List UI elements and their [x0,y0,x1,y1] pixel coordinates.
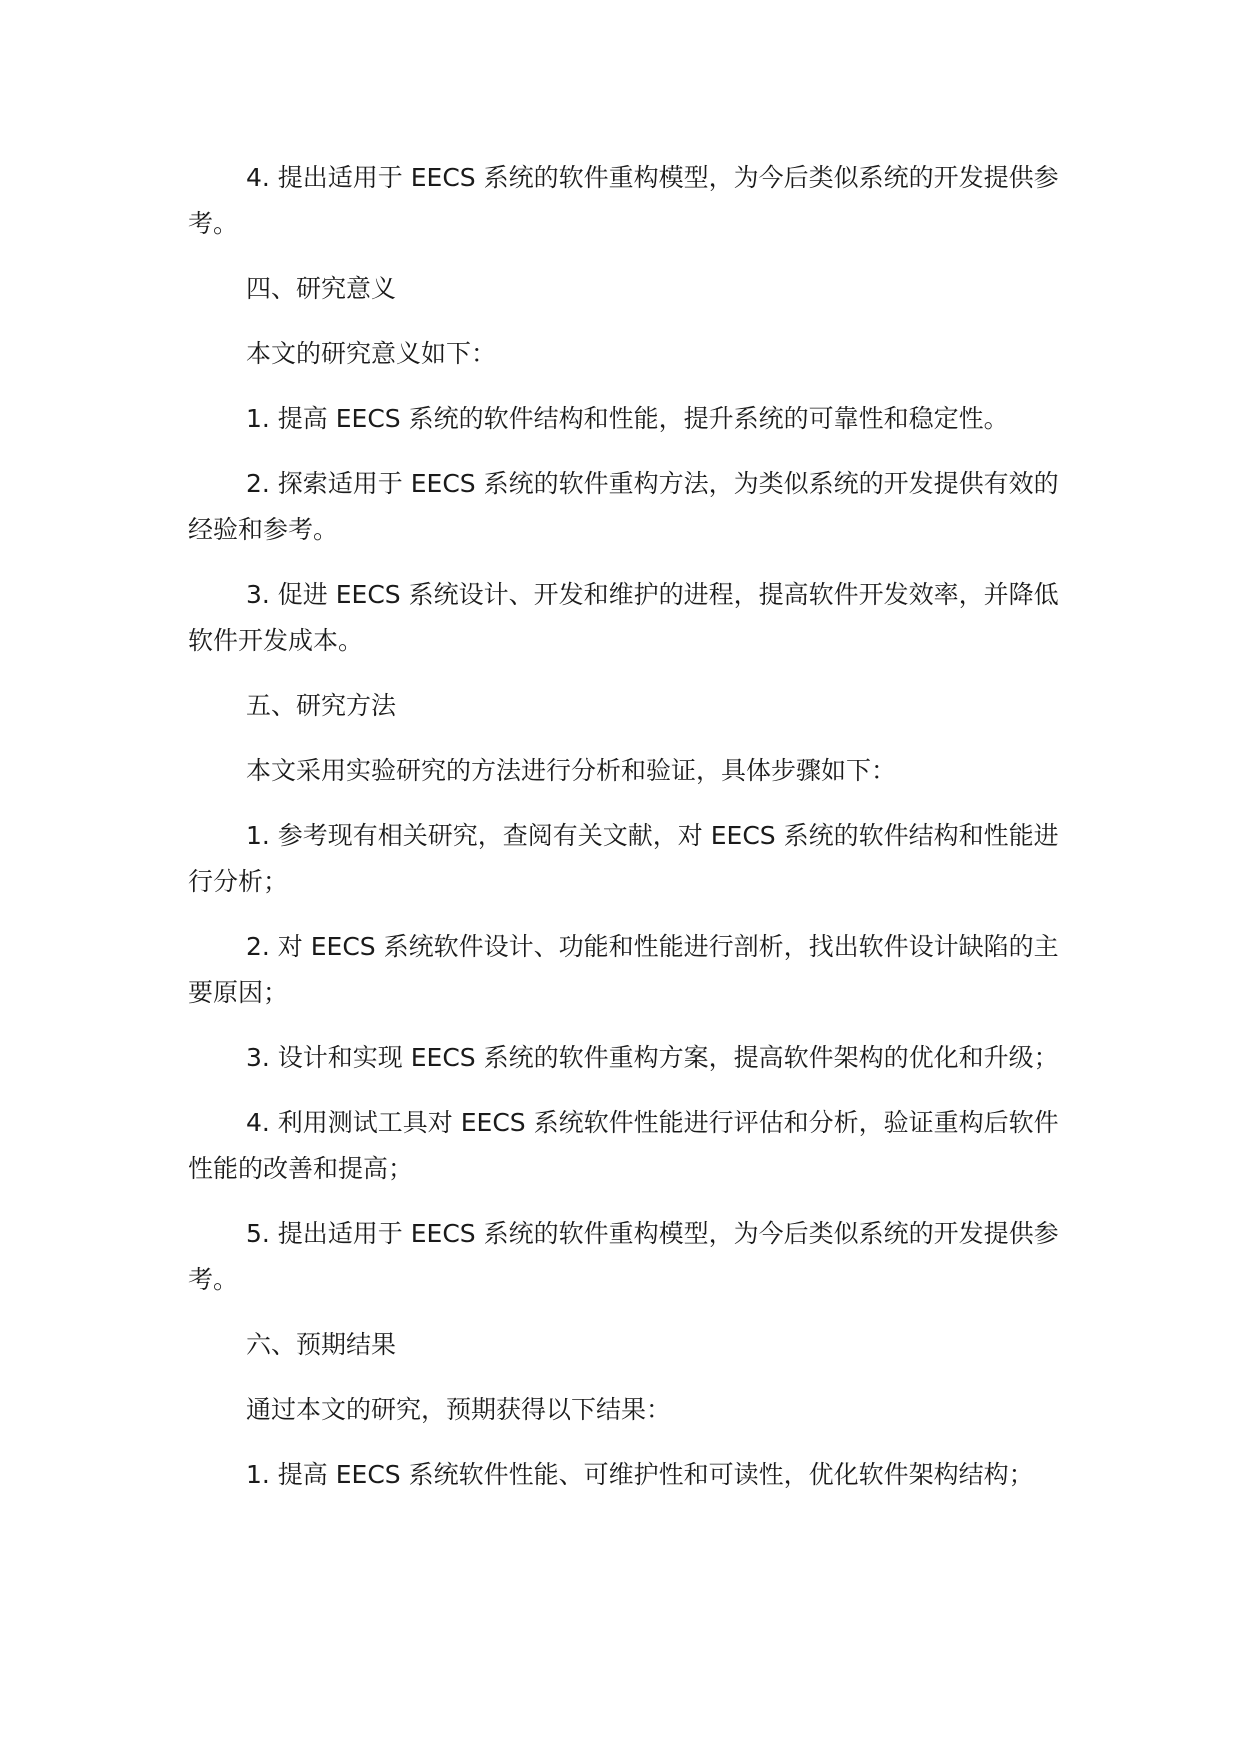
methods-step-4: 4. 利用测试工具对 EECS 系统软件性能进行评估和分析，验证重构后软件性能的改善和提高； [188,1108,1059,1183]
significance-item-3: 3. 促进 EECS 系统设计、开发和维护的进程，提高软件开发效率，并降低软件开发成本。 [188,580,1059,655]
methods-step-2: 2. 对 EECS 系统软件设计、功能和性能进行剖析，找出软件设计缺陷的主要原因； [188,932,1059,1007]
section-heading-results: 六、预期结果 [246,1330,397,1359]
document-body [188,155,1068,1517]
list-item-model-prior: 4. 提出适用于 EECS 系统的软件重构模型，为今后类似系统的开发提供参考。 [188,163,1059,238]
significance-item-1: 1. 提高 EECS 系统的软件结构和性能，提升系统的可靠性和稳定性。 [246,404,1009,433]
section-heading-significance: 四、研究意义 [246,274,397,303]
results-item-1: 1. 提高 EECS 系统软件性能、可维护性和可读性，优化软件架构结构； [246,1460,1034,1489]
results-intro: 通过本文的研究，预期获得以下结果： [246,1395,672,1424]
methods-step-3: 3. 设计和实现 EECS 系统的软件重构方案，提高软件架构的优化和升级； [246,1043,1059,1072]
methods-step-5: 5. 提出适用于 EECS 系统的软件重构模型，为今后类似系统的开发提供参考。 [188,1219,1059,1294]
methods-step-1: 1. 参考现有相关研究，查阅有关文献，对 EECS 系统的软件结构和性能进行分析； [188,821,1059,896]
significance-intro: 本文的研究意义如下： [246,339,497,368]
section-heading-methods: 五、研究方法 [246,691,397,720]
methods-intro: 本文采用实验研究的方法进行分析和验证，具体步骤如下： [246,756,897,785]
significance-item-2: 2. 探索适用于 EECS 系统的软件重构方法，为类似系统的开发提供有效的经验和参考。 [188,469,1059,544]
